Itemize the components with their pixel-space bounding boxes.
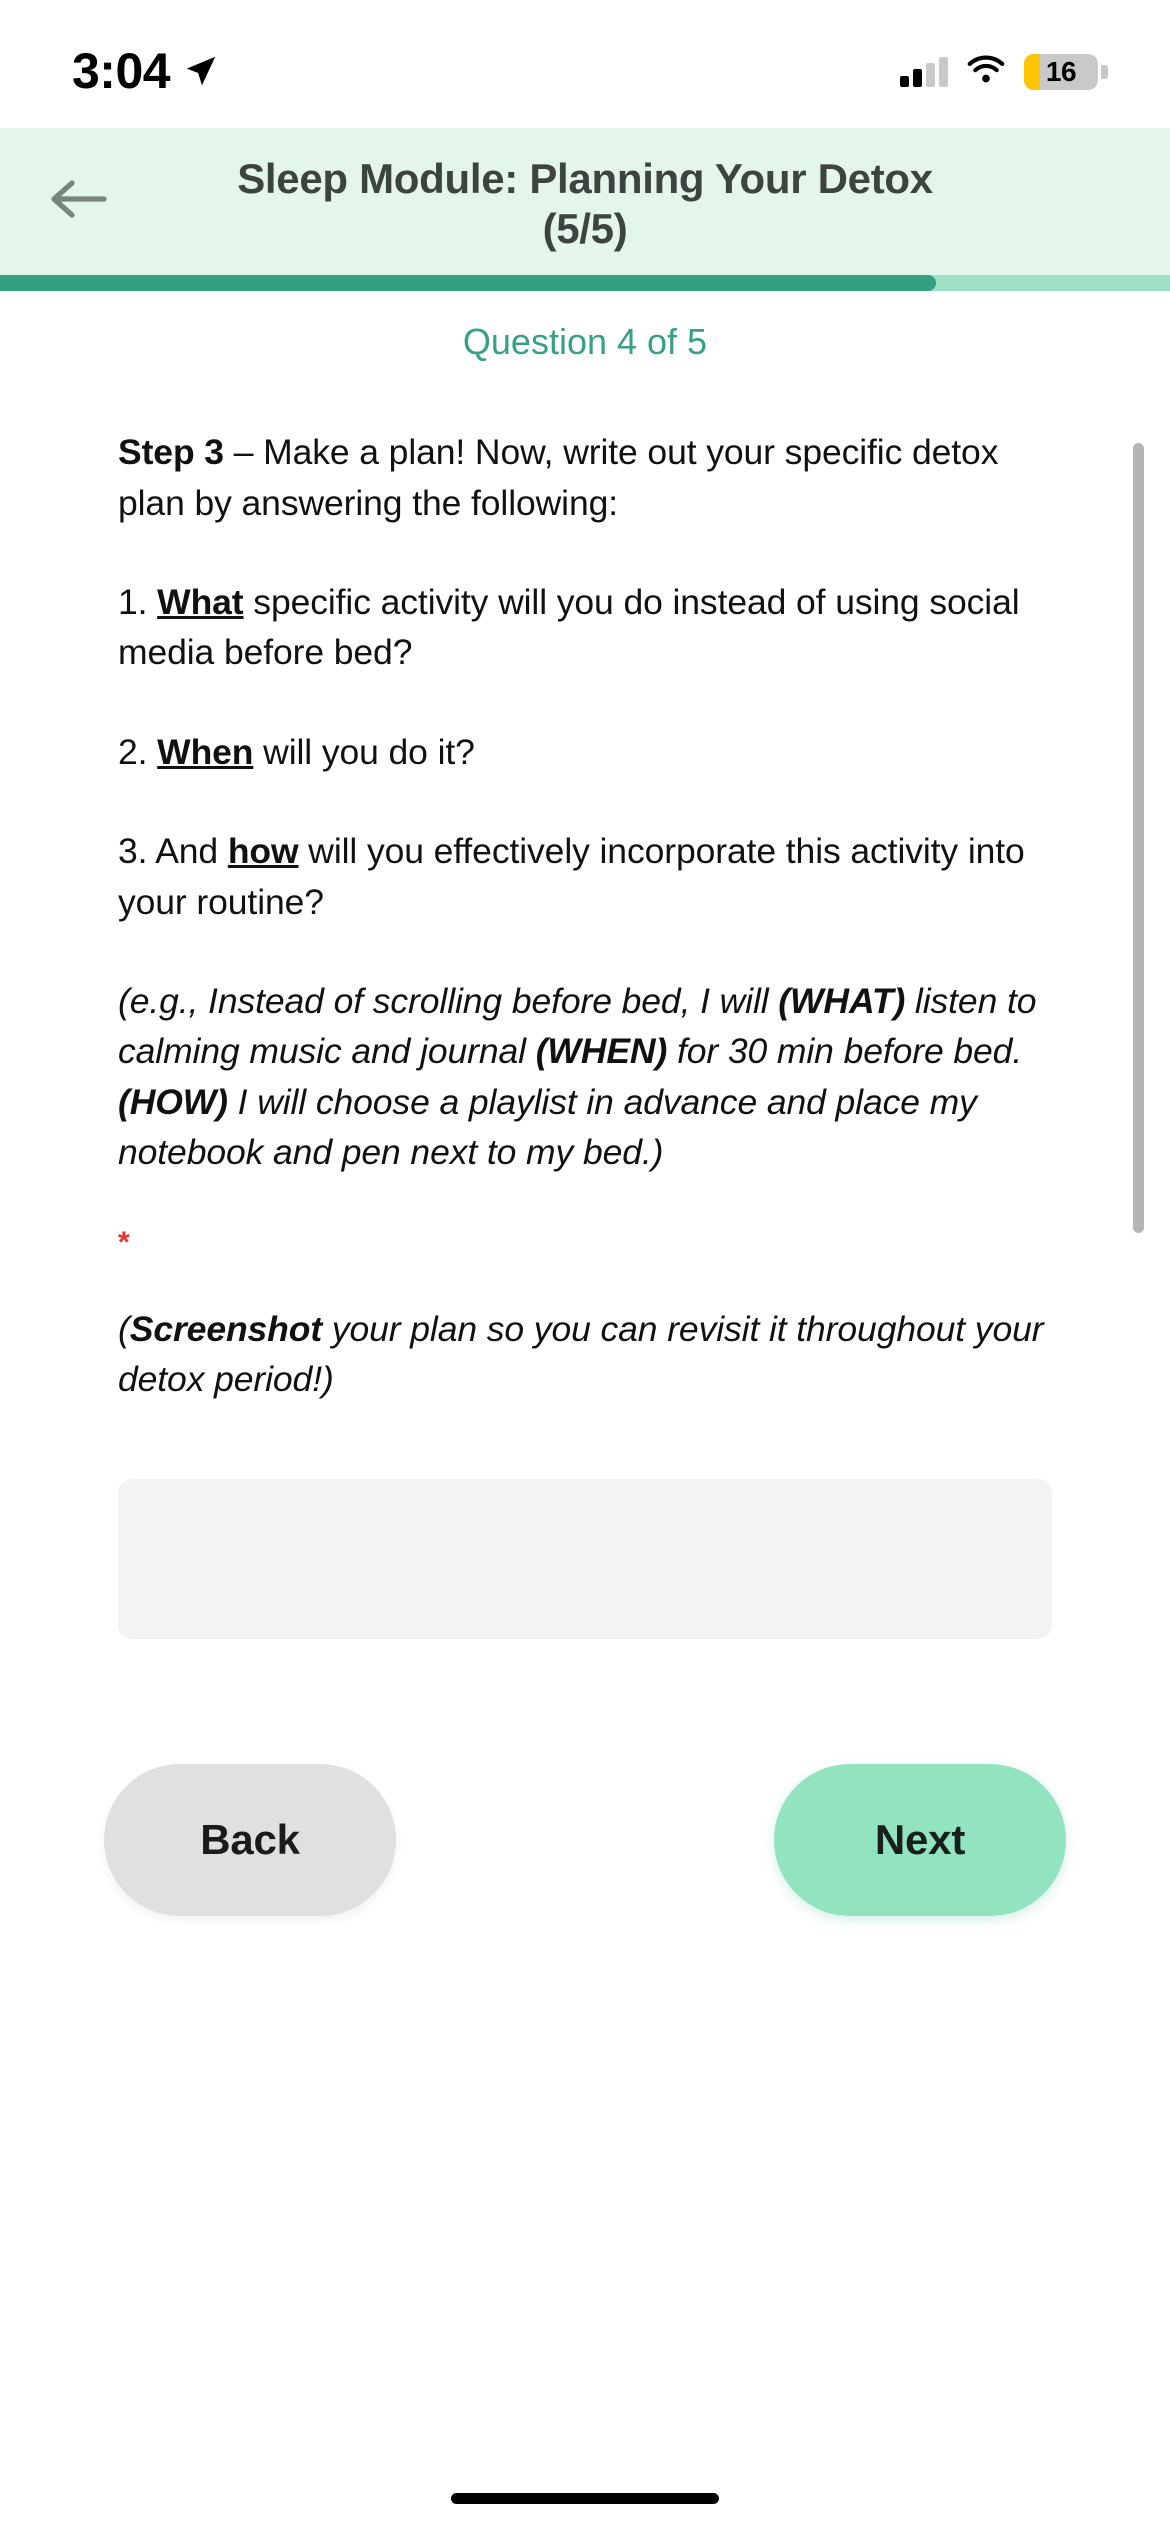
step-label: Step 3 [118,432,224,473]
example-what-tag: (WHAT) [778,980,906,1021]
question-body [118,427,1052,1404]
progress-label: Question 4 of 5 [462,321,708,363]
status-bar [0,0,1170,128]
app-header [0,128,1170,275]
page-title-line2: (5/5) [542,204,628,252]
screenshot-note-open: ( [118,1308,130,1349]
question-example [118,976,1052,1178]
location-arrow-icon [182,52,220,90]
progress-bar-fill [0,275,936,291]
example-part-a: (e.g., Instead of scrolling before bed, I will [118,980,779,1021]
example-how-tag: (HOW) [118,1081,228,1122]
page-title-line1: Sleep Module: Planning Your Detox [237,155,933,202]
item3-keyword: how [227,831,299,872]
question-item-1 [118,577,1052,678]
item1-rest: specific activity will you do instead of using social media before bed? [118,581,1020,673]
battery-percent-label: 16 [1045,56,1077,87]
back-nav-button[interactable]: Back [104,1764,396,1916]
answer-field-wrapper [0,1479,1170,1644]
item3-number: 3. And [118,831,228,872]
page-title [0,154,1170,253]
screenshot-note-rest: your plan so you can revisit it throughout your detox period!) [118,1308,1044,1399]
item2-rest: will you do it? [253,731,475,772]
back-arrow-icon [48,174,108,229]
answer-input[interactable] [118,1479,1052,1639]
battery-icon [1024,54,1098,90]
battery-indicator [1024,54,1108,90]
question-intro-rest: – Make a plan! Now, write out your specific detox plan by answering the following: [118,432,999,523]
item1-keyword: What [157,581,244,622]
cellular-signal-icon [900,57,948,87]
item1-number: 1. [118,581,158,622]
required-asterisk: * [118,1225,130,1259]
question-intro [118,427,1052,528]
item2-number: 2. [118,731,158,772]
item2-keyword: When [157,731,254,772]
battery-cap [1101,65,1108,79]
back-button[interactable] [36,160,120,244]
status-bar-clock: 3:04 [72,43,171,99]
screenshot-note-bold: Screenshot [129,1308,323,1349]
example-part-d: I will choose a playlist in advance and place my notebook and pen next to my bed.) [118,1081,977,1173]
progress-bar [0,275,1170,291]
screenshot-note [118,1304,1052,1405]
question-scroll-area[interactable] [0,427,1170,1427]
wifi-icon [966,55,1006,90]
example-part-c: for 30 min before bed. [667,1031,1023,1072]
status-bar-left [72,42,220,100]
navigation-buttons [0,1764,1170,1916]
question-item-2 [118,727,1052,777]
status-bar-right [900,54,1108,90]
item3-rest: will you effectively incorporate this activity into your routine? [118,831,1025,922]
home-indicator [451,2493,719,2504]
example-when-tag: (WHEN) [535,1031,668,1072]
example-part-b: listen to calming music and journal [118,980,1037,1072]
next-nav-button[interactable]: Next [774,1764,1066,1916]
question-item-3 [118,826,1052,927]
scrollbar-thumb[interactable] [1133,443,1144,1233]
